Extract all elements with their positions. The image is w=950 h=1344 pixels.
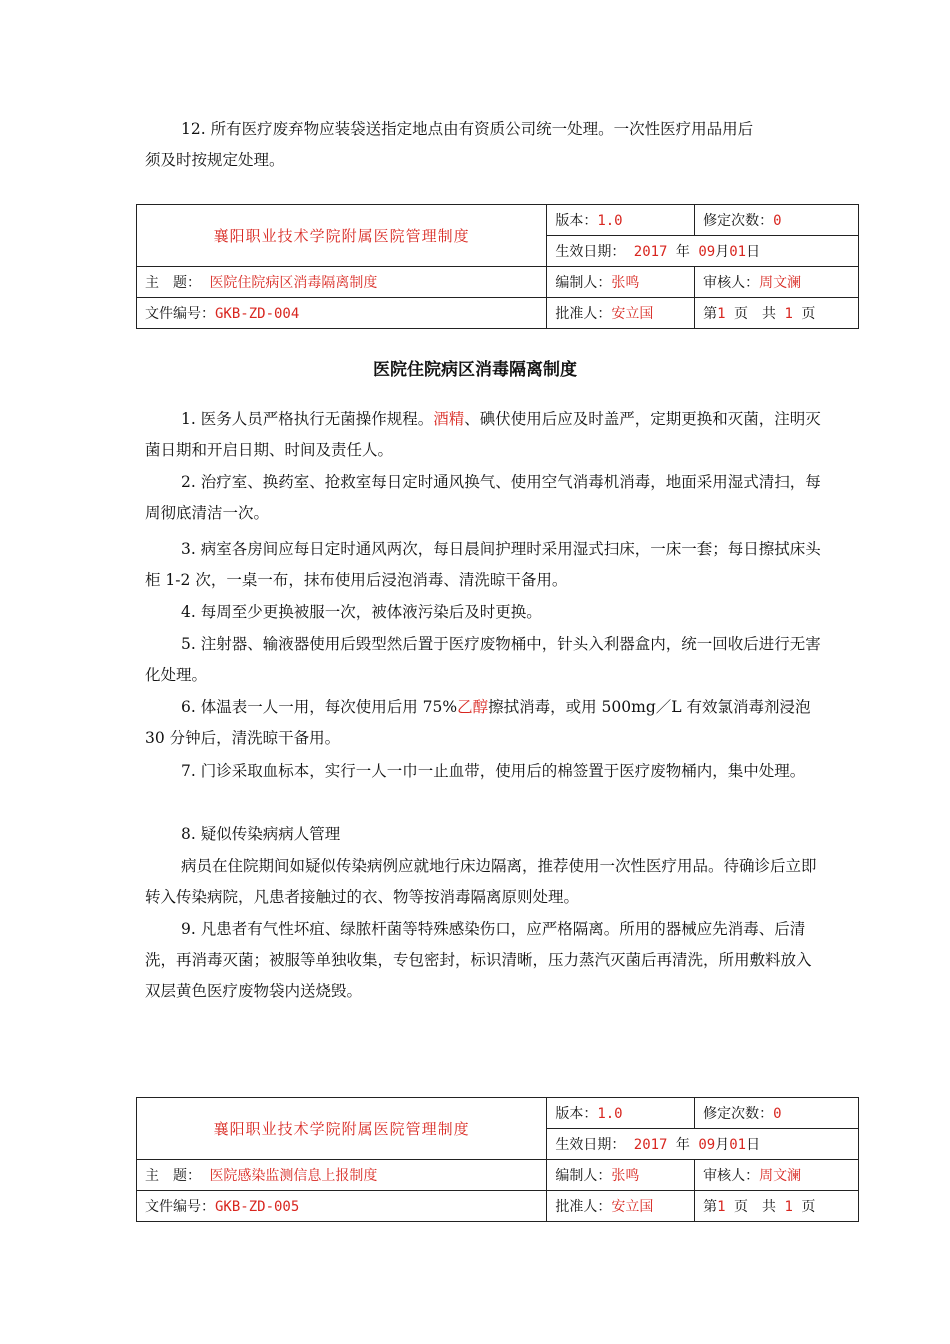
subject-cell: 主 题： 医院感染监测信息上报制度 xyxy=(137,1160,547,1191)
org-title: 襄阳职业技术学院附属医院管理制度 xyxy=(137,205,547,267)
item-12-paragraph xyxy=(145,114,825,176)
page-cell: 第1 页 共 1 页 xyxy=(695,298,859,329)
page-title: 医院住院病区消毒隔离制度 xyxy=(373,360,577,380)
doc-header-table-1 xyxy=(136,204,859,329)
item-8-heading: 8. 疑似传染病病人管理 xyxy=(181,825,341,843)
item-12-line2: 须及时按规定处理。 xyxy=(145,151,285,169)
reviewer-cell: 审核人：周文澜 xyxy=(695,267,859,298)
item-2: 2. 治疗室、换药室、抢救室每日定时通风换气、使用空气消毒机消毒，地面采用湿式清扫，每周彻底清洁一次。 xyxy=(145,473,821,522)
page-cell: 第1 页 共 1 页 xyxy=(695,1191,859,1222)
editor-cell: 编制人：张鸣 xyxy=(547,267,695,298)
subject-cell: 主 题： 医院住院病区消毒隔离制度 xyxy=(137,267,547,298)
item-8-body: 病员在住院期间如疑似传染病例应就地行床边隔离，推荐使用一次性医疗用品。待确诊后立即转入传染病院，凡患者接触过的衣、物等按消毒隔离原则处理。 xyxy=(145,857,817,906)
item-7: 7. 门诊采取血标本，实行一人一巾一止血带，使用后的棉签置于医疗废物桶内，集中处理。 xyxy=(181,762,806,780)
editor-cell: 编制人：张鸣 xyxy=(547,1160,695,1191)
version-cell: 版本：1.0 xyxy=(547,1098,695,1129)
doc-header-table-2 xyxy=(136,1097,859,1222)
item-6: 6. 体温表一人一用，每次使用后用 75%乙醇擦拭消毒，或用 500mg／L 有效氯消毒剂浸泡 30 分钟后，清洗晾干备用。 xyxy=(145,698,811,747)
approver-cell: 批准人：安立国 xyxy=(547,1191,695,1222)
revisions-cell: 修定次数：0 xyxy=(695,1098,859,1129)
item-1: 1. 医务人员严格执行无菌操作规程。酒精、碘伏使用后应及时盖严，定期更换和灭菌，注明灭菌日期和开启日期、时间及责任人。 xyxy=(145,410,821,459)
item-5: 5. 注射器、输液器使用后毁型然后置于医疗废物桶中，针头入利器盒内，统一回收后进行无害化处理。 xyxy=(145,635,821,684)
effective-date-cell: 生效日期： 2017 年 09月01日 xyxy=(547,236,859,267)
reviewer-cell: 审核人：周文澜 xyxy=(695,1160,859,1191)
doc-number-cell: 文件编号：GKB-ZD-004 xyxy=(137,298,547,329)
org-title: 襄阳职业技术学院附属医院管理制度 xyxy=(137,1098,547,1160)
effective-date-cell: 生效日期： 2017 年 09月01日 xyxy=(547,1129,859,1160)
item-9: 9. 凡患者有气性坏疽、绿脓杆菌等特殊感染伤口，应严格隔离。所用的器械应先消毒、后清洗，再消毒灭菌；被服等单独收集，专包密封，标识清晰，压力蒸汽灭菌后再清洗，所用敷料放入双层黄色医疗废物袋内送烧毁。 xyxy=(145,920,812,1000)
doc-number-cell: 文件编号：GKB-ZD-005 xyxy=(137,1191,547,1222)
approver-cell: 批准人：安立国 xyxy=(547,298,695,329)
item-12-line1: 12. 所有医疗废弃物应装袋送指定地点由有资质公司统一处理。一次性医疗用品用后 xyxy=(181,120,754,138)
revisions-cell: 修定次数：0 xyxy=(695,205,859,236)
item-3: 3. 病室各房间应每日定时通风两次，每日晨间护理时采用湿式扫床，一床一套；每日擦拭床头柜 1-2 次，一桌一布，抹布使用后浸泡消毒、清洗晾干备用。 xyxy=(145,540,821,589)
item-4: 4. 每周至少更换被服一次，被体液污染后及时更换。 xyxy=(181,603,542,621)
version-cell: 版本：1.0 xyxy=(547,205,695,236)
